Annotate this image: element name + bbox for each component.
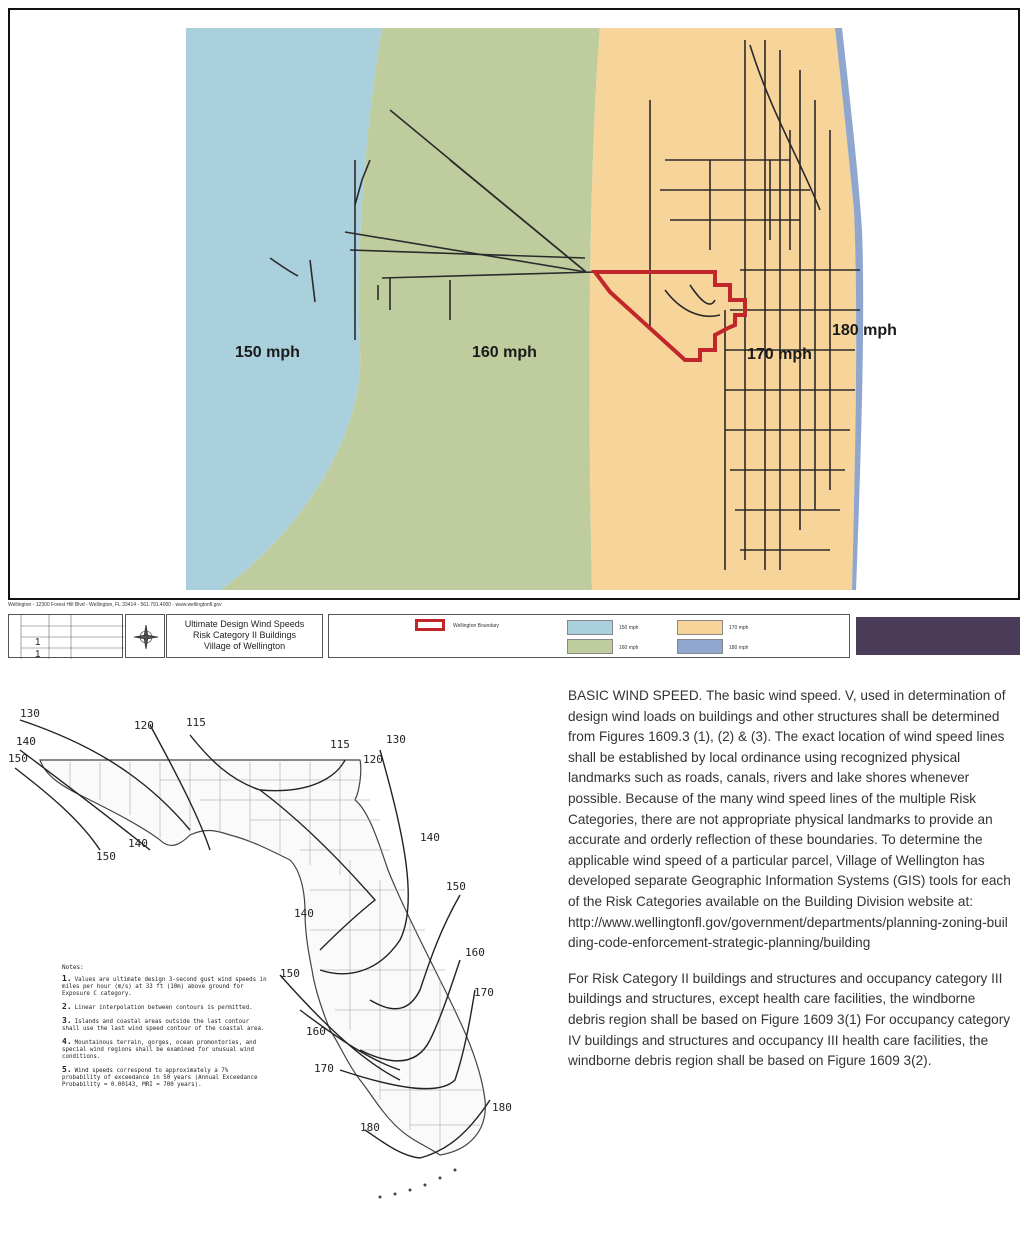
contour-label-150c: 150 [446,880,466,893]
contour-label-180: 180 [492,1101,512,1114]
wind-speed-map [8,8,1020,600]
building-division-link[interactable]: http://www.wellingtonfl.gov/government/departments/planning-zoning-building-code-enforcement-strategic-planning/building [568,914,1008,951]
swatch-label-180: 180 mph [729,645,749,651]
swatch-150 [567,620,613,635]
boundary-label: Wellington Boundary [453,623,500,629]
contour-label-140: 140 [16,735,36,748]
zone-label-160: 160 mph [472,344,537,361]
notes-title: Notes: [62,964,84,971]
map-title-line-1: Ultimate Design Wind Speeds [184,619,305,629]
contour-label-150b: 150 [96,850,116,863]
contour-label-120b: 120 [363,753,383,766]
florida-outline [40,760,485,1155]
florida-wind-speed-map [0,700,540,1220]
contour-label-150d: 150 [280,967,300,980]
zone-label-180: 180 mph [832,322,897,339]
contour-label-170b: 170 [314,1062,334,1075]
note-3: 3. Islands and coastal areas outside the last contour shall use the last wind speed contour of the coastal area. [62,1016,265,1032]
map-title-line-2: Risk Category II Buildings [192,630,297,640]
map-title-line-3: Village of Wellington [203,641,286,651]
map-canvas [10,10,1020,600]
scale-grid-icon [9,615,124,659]
note-2: 2. Linear interpolation between contours is permitted. [62,1002,253,1011]
north-arrow-box [125,614,165,658]
legend-bar [8,611,1020,661]
contour-label-120: 120 [134,719,154,732]
note-1: 1. Values are ultimate design 3-second gust wind speeds in miles per hour (m/s) at 33 ft (10m) above ground for Exposure C category. [62,974,267,997]
contour-label-160b: 160 [306,1025,326,1038]
florida-keys [379,1169,457,1199]
contour-label-160: 160 [465,946,485,959]
svg-text:1: 1 [35,649,41,659]
contour-label-180b: 180 [360,1121,380,1134]
contour-label-115b: 115 [330,738,350,751]
swatch-label-160: 160 mph [619,645,639,651]
contour-label-140d: 140 [294,907,314,920]
swatch-label-170: 170 mph [729,625,749,631]
contour-label-140b: 140 [128,837,148,850]
windborne-debris-paragraph: For Risk Category II buildings and structures and occupancy category III buildings and structures, except health care facilities, the windborne debris region shall be based on Figure 1609 3(1) For occupancy category IV buildings and structures and occupancy III health care facilities, the windborne debris region shall be based on Figure 1609 3(2). [568,970,1011,1069]
contour-label-150: 150 [8,752,28,765]
contour-label-140c: 140 [420,831,440,844]
note-5: 5. Wind speeds correspond to approximately a 7% probability of exceedance in 50 years (Annual Exceedance Probability = 0.00143, MRI = 700 years). [62,1065,258,1088]
compass-icon [126,615,166,659]
boundary-swatch [415,619,445,631]
contour-label-115: 115 [186,716,206,729]
svg-text:1: 1 [35,637,41,648]
note-4: 4. Mountainous terrain, gorges, ocean promontories, and special wind regions shall be examined for unusual wind conditions. [62,1037,257,1060]
swatch-170 [677,620,723,635]
swatch-label-150: 150 mph [619,625,639,631]
florida-contour-map [0,700,540,1220]
map-title-box [166,614,323,658]
swatch-160 [567,639,613,654]
map-notes [62,964,267,1094]
contour-label-130: 130 [20,707,40,720]
scale-box [8,614,123,658]
legend-box [328,614,850,658]
basic-wind-speed-text: BASIC WIND SPEED. The basic wind speed. V, used in determination of design wind loads on buildings and other structures shall be determined from Figures 1609.3 (1), (2) & (3). The exact location of wind speed lines shall be established by local ordinance using recognized physical landmarks such as roads, canals, rivers and lake shores whenever possible. Because of the many wind speed lines of the multiple Risk Categories, there are not appropriate physical landmarks to provide an accurate and orderly reflection of these boundaries. To determine the applicable wind speed of a particular parcel, Village of Wellington has developed separate Geographic Information Systems (GIS) tools for each of the Risk Categories available on the Building Division website at: [568,688,1011,909]
dark-legend-block [856,617,1020,655]
basic-wind-speed-paragraph [568,686,1014,954]
wind-speed-text [568,686,1014,1087]
zone-label-150: 150 mph [235,344,300,361]
zone-label-170: 170 mph [747,346,812,363]
map-footer: Wellington - 12300 Forest Hill Blvd - Wellington, FL 33414 - 561.791.4000 - www.wellingtonfl.gov [8,602,222,608]
contour-label-170: 170 [474,986,494,999]
swatch-180 [677,639,723,654]
contour-label-130b: 130 [386,733,406,746]
